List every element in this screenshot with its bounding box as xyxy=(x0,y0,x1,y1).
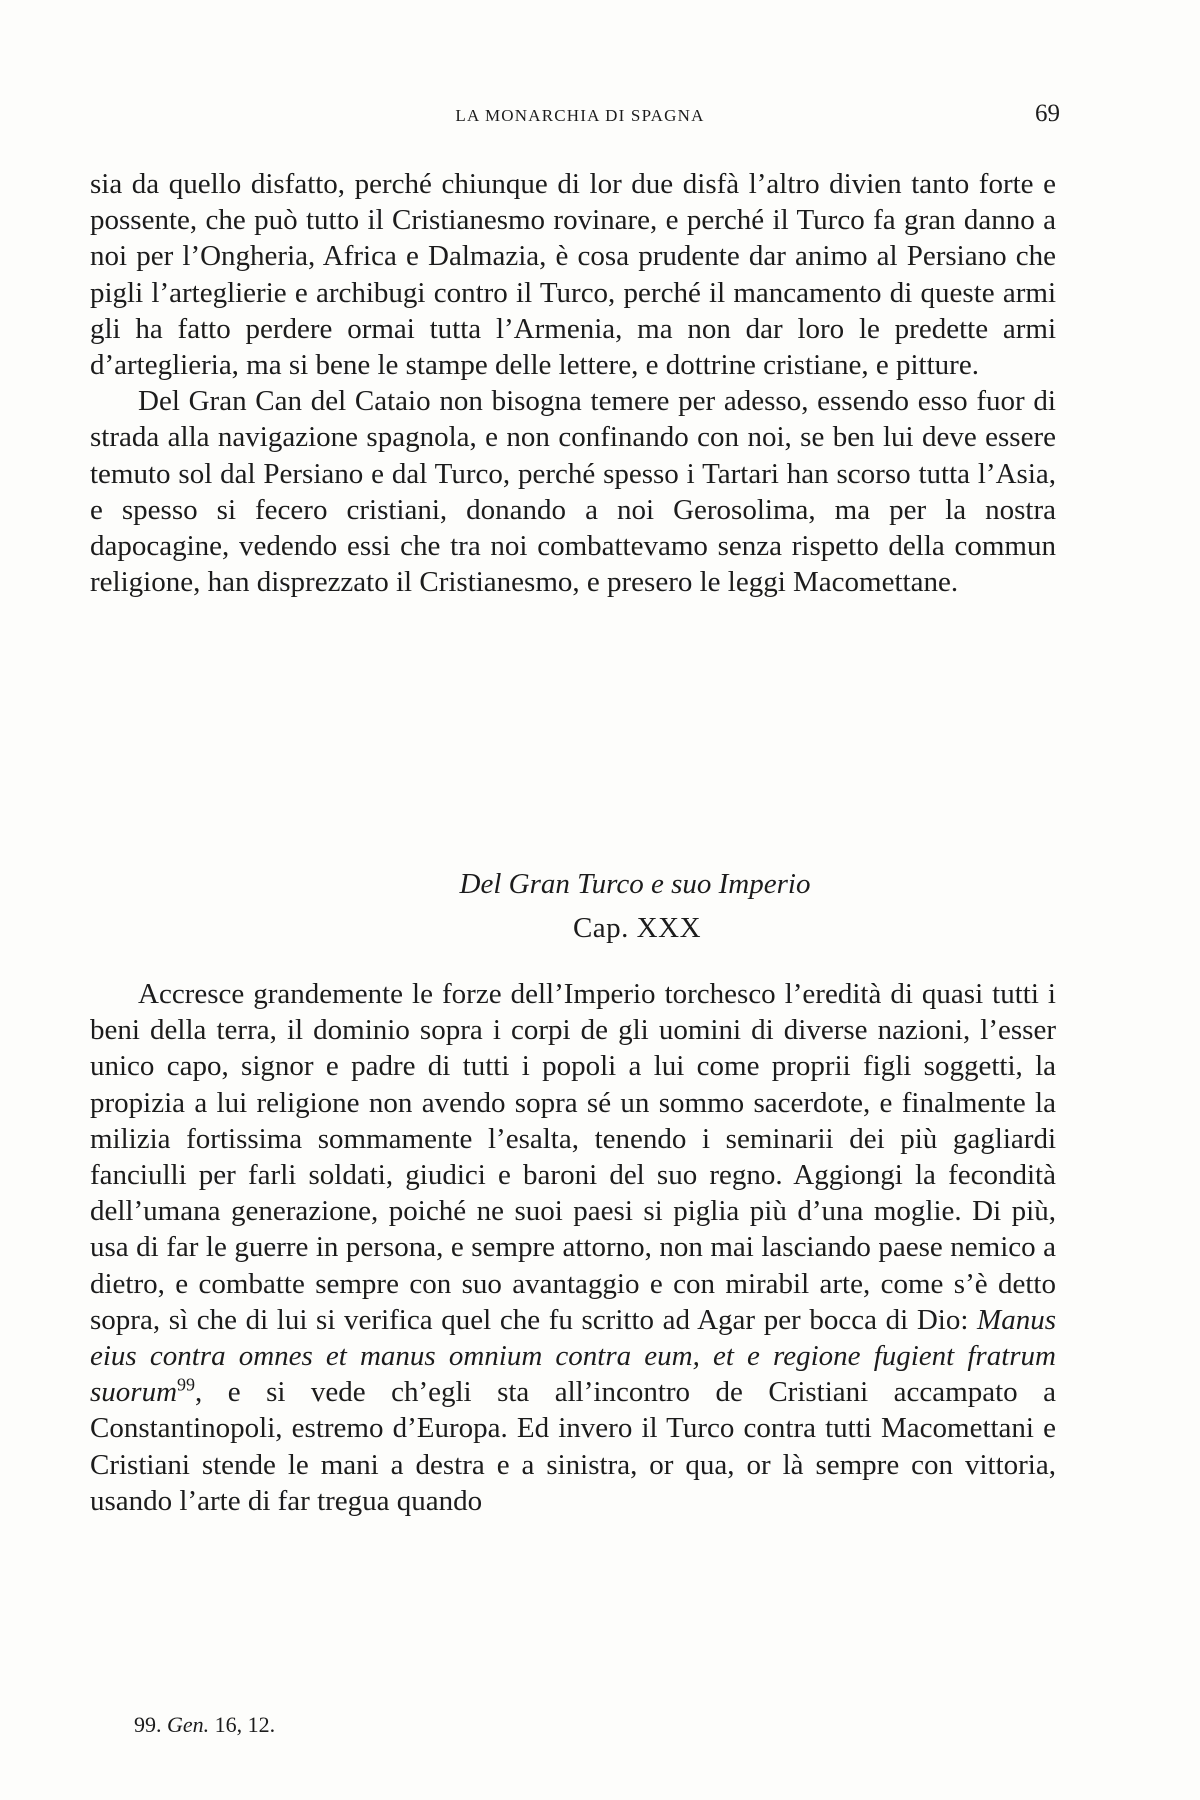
paragraph-text-part-2: , e si vede ch’egli sta all’incontro de Cristiani accampato a Constantinopoli, estremo d’Europa. Ed invero il Turco contra tutti Macomettani e Cristiani stende le mani a destra e a sinistra, or qua, or là sempre con vittoria, usando l’arte di far tregua quando xyxy=(90,1376,1056,1517)
latin-quotation: Manus eius contra omnes et manus omnium contra eum, et e regione fugient fratrum suorum xyxy=(90,1303,1056,1409)
running-head xyxy=(90,100,1070,130)
footnote xyxy=(134,1712,275,1738)
text-block-chapter-body xyxy=(90,976,1056,1519)
chapter-heading xyxy=(0,862,1200,950)
footnote-number: 99. xyxy=(134,1712,162,1737)
footnote-source: Gen. xyxy=(167,1712,210,1737)
paragraph-gran-can: Del Gran Can del Cataio non bisogna temere per adesso, essendo esso fuor di strada alla navigazione spagnola, e non confinando con noi, se ben lui deve essere temuto sol dal Persiano e dal Turco, perché spesso i Tartari han scorso tutta l’Asia, e spesso si fecero cristiani, donando a noi Gerosolima, ma per la nostra dapocagine, vedendo essi che tra noi combattevamo senza rispetto della commun religione, han disprezzato il Cristianesmo, e presero le leggi Macomettane. xyxy=(90,385,1056,599)
chapter-title: Del Gran Turco e suo Imperio xyxy=(459,868,811,900)
paragraph-imperio-torchesco xyxy=(90,976,1056,1519)
page-number: 69 xyxy=(1035,100,1060,127)
paragraph-text-part-1: Accresce grandemente le forze dell’Imperio torchesco l’eredità di quasi tutti i beni della terra, il dominio sopra i corpi de gli uomini di diverse nazioni, l’esser unico capo, signor e padre di tutti i popoli a lui come proprii figli soggetti, la propizia a lui religione non avendo sopra sé un sommo sacerdote, e finalmente la milizia fortissima sommamente l’esalta, tenendo i seminarii dei più gagliardi fanciulli per farli soldati, giudici e baroni del suo regno. Aggiongi la fecondità dell’umana generazione, poiché ne suoi paesi si piglia più d’una moglie. Di più, usa di far le guerre in persona, e sempre attorno, non mai lasciando paese nemico a dietro, e combatte sempre con suo avantaggio e con mirabil arte, come s’è detto sopra, sì che di lui si verifica quel che fu scritto ad Agar per bocca di Dio: xyxy=(90,978,1056,1336)
running-title: LA MONARCHIA DI SPAGNA xyxy=(455,106,705,125)
chapter-number: Cap. XXX xyxy=(572,912,702,944)
text-block-before-chapter xyxy=(90,166,1056,600)
paragraph-continuation: sia da quello disfatto, perché chiunque di lor due disfà l’altro divien tanto forte e possente, che può tutto il Cristianesmo rovinare, e perché il Turco fa gran danno a noi per l’Ongheria, Africa e Dalmazia, è cosa prudente dar animo al Persiano che pigli l’arteglierie e archibugi contro il Turco, perché il mancamento di queste armi gli ha fatto perdere ormai tutta l’Armenia, ma non dar loro le predette armi d’arteglieria, ma si bene le stampe delle lettere, e dottrine cristiane, e pitture. xyxy=(90,168,1056,382)
footnote-reference[interactable]: 99 xyxy=(177,1374,196,1395)
footnote-reference-text: 16, 12. xyxy=(214,1712,276,1737)
